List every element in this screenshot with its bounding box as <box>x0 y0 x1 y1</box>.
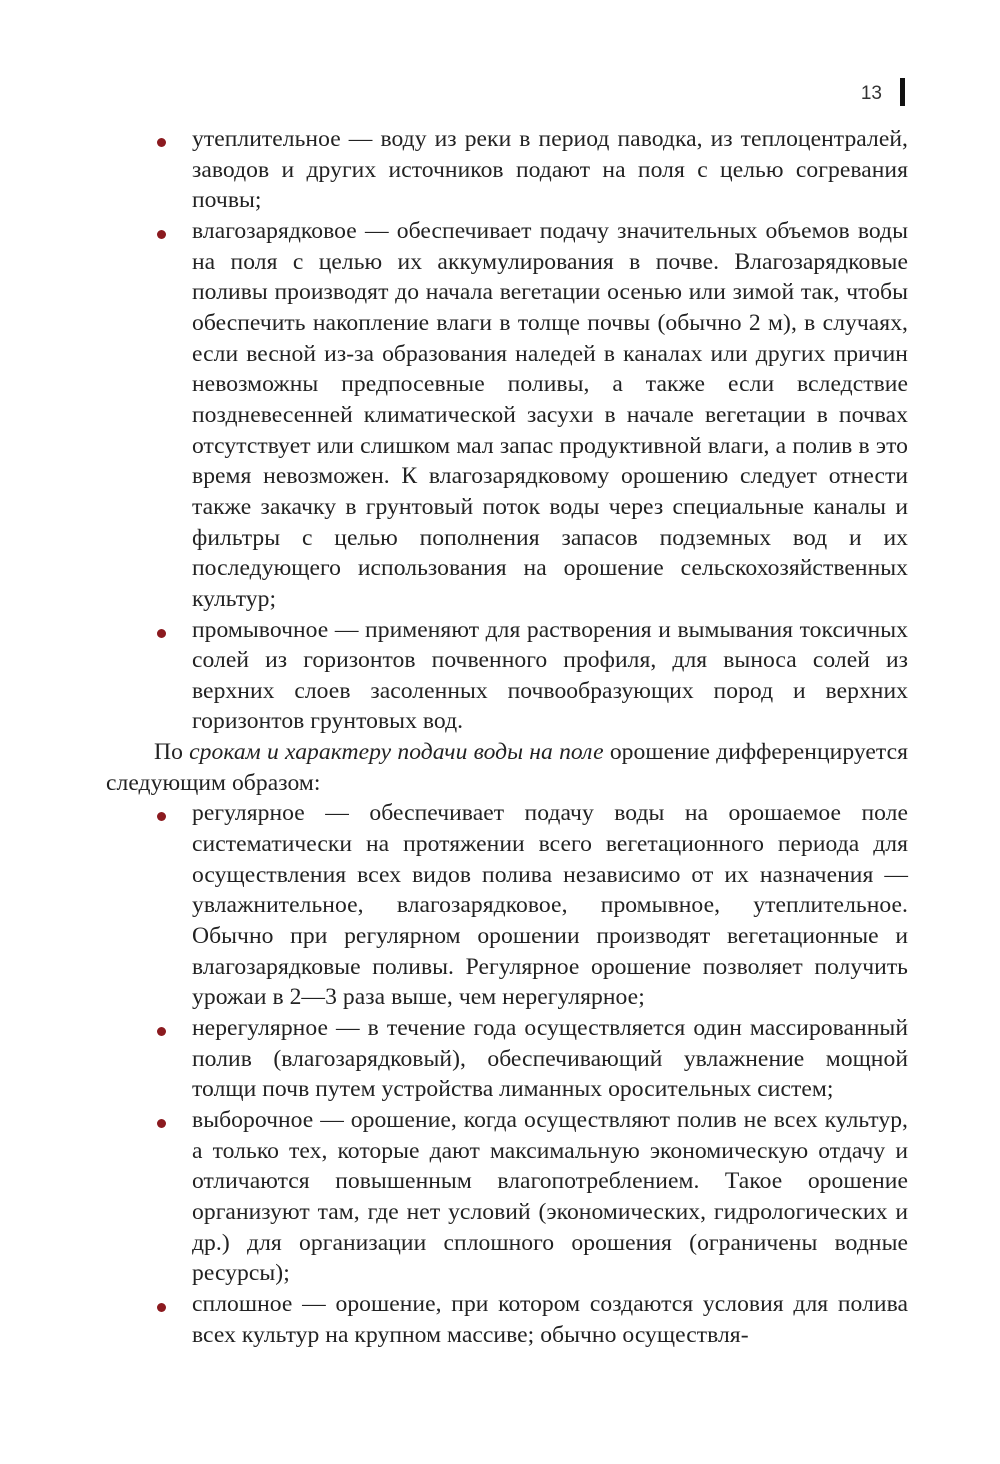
list-item-text: регулярное — обеспечивает подачу воды на орошаемое поле систематически на протяжении всего вегетационного периода для осуществления всех видов полива независимо от их назначения — увлажнительное, влагозарядковое, промывное, утеплительное. Обычно при регулярном орошении производят вегетационные и влагозарядковые поливы. Регулярное орошение позволяет получить урожаи в 2—3 раза выше, чем нерегулярное; <box>192 800 908 1011</box>
body-paragraph <box>106 737 908 798</box>
page-number: 13 <box>860 83 882 104</box>
bullet-icon <box>157 1027 166 1036</box>
list-item <box>106 798 908 1013</box>
list-item <box>106 1013 908 1105</box>
list-item <box>106 124 908 216</box>
paragraph-text-after: орошение дифференцируется следующим образом: <box>106 739 909 796</box>
page-body <box>106 124 908 1350</box>
bullet-icon <box>157 138 166 147</box>
list-item-text: выборочное — орошение, когда осуществляют полив не всех культур, а только тех, которые дают максимальную экономическую отдачу и отличаются повышенным влагопотреблением. Такое орошение организуют там, где нет условий (экономических, гидрологических и др.) для организации сплошного орошения (ограничены водные ресурсы); <box>192 1107 908 1287</box>
paragraph-emphasis: срокам и характеру подачи воды на поле <box>189 739 604 766</box>
list-item-text: утеплительное — воду из реки в период паводка, из теплоцентралей, заводов и других источников подают на поля с целью согревания почвы; <box>192 126 908 214</box>
list-item-text: промывочное — применяют для растворения и вымывания токсичных солей из горизонтов почвенного профиля, для выноса солей из верхних слоев засоленных почвообразующих пород и верхних горизонтов грунтовых вод. <box>192 616 908 735</box>
bullet-icon <box>157 230 166 239</box>
list-item <box>106 1105 908 1289</box>
bullet-icon <box>157 1119 166 1128</box>
bullet-icon <box>157 812 166 821</box>
list-item-text: влагозарядковое — обеспечивает подачу значительных объемов воды на поля с целью их аккумулирования в почве. Влагозарядковые поливы производят до начала вегетации осенью или зимой так, чтобы обеспечить накопление влаги в толще почвы (обычно 2 м), в случаях, если весной из-за образования наледей в каналах или других причин невозможны предпосевные поливы, а также если вследствие поздневесенней климатической засухи в начале вегетации в почвах отсутствует или слишком мал запас продуктивной влаги, а полив в это время невозможен. К влагозарядковому орошению следует отнести также закачку в грунтовый поток воды через специальные каналы и фильтры с целью пополнения запасов подземных вод и их последующего использования на орошение сельскохозяйственных культур; <box>192 217 908 612</box>
irrigation-purpose-list <box>106 124 908 737</box>
bullet-icon <box>157 629 166 638</box>
list-item <box>106 1289 908 1350</box>
list-item-text: сплошное — орошение, при котором создаются условия для полива всех культур на крупном массиве; обычно осуществля- <box>192 1290 908 1348</box>
list-item-text: нерегулярное — в течение года осуществляется один массированный полив (влагозарядковый), обеспечивающий увлажнение мощной толщи почв путем устройства лиманных оросительных систем; <box>192 1015 908 1103</box>
paragraph-text-before: По <box>154 739 190 766</box>
list-item <box>106 615 908 738</box>
list-item <box>106 216 908 615</box>
page-marker-bar <box>900 78 905 106</box>
irrigation-timing-list <box>106 798 908 1350</box>
bullet-icon <box>157 1303 166 1312</box>
